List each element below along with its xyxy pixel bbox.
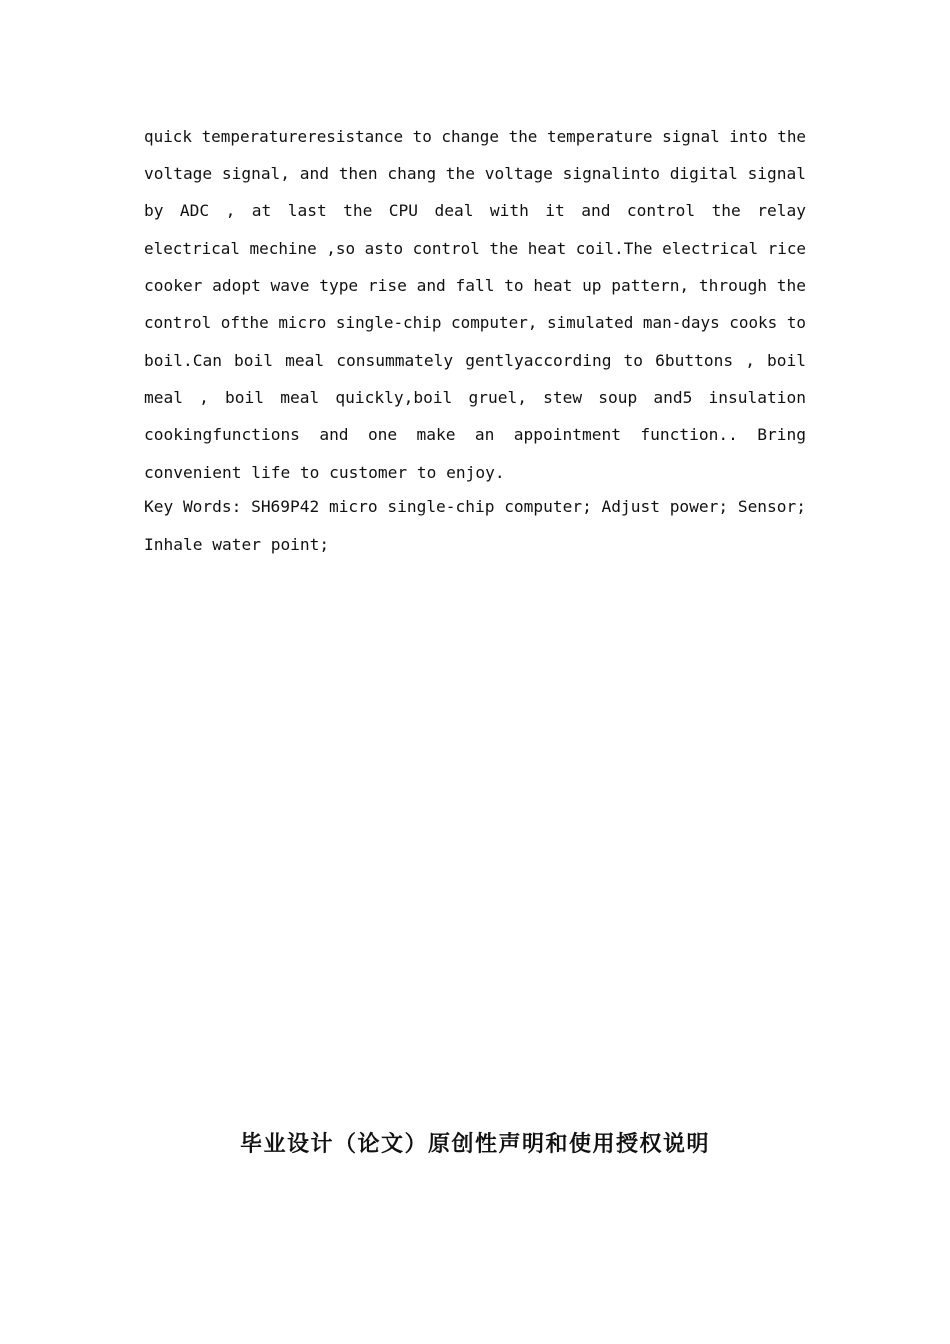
abstract-line: meal , boil meal quickly,boil gruel, stew soup and5 insulation	[144, 388, 807, 407]
abstract-line: voltage signal, and then chang the voltage signalinto digital signal	[144, 164, 806, 183]
abstract-line: cooker adopt wave type rise and fall to heat up pattern, through the	[144, 276, 806, 295]
abstract-line: quick temperatureresistance to change the temperature signal into the	[144, 127, 807, 146]
abstract-line: boil.Can boil meal consummately gentlyaccording to 6buttons , boil	[144, 351, 807, 370]
abstract-line: convenient life to customer to enjoy.	[144, 463, 505, 482]
abstract-line: cookingfunctions and one make an appointment function.. Bring	[144, 425, 806, 444]
abstract-line: by ADC , at last the CPU deal with it and control the relay	[144, 201, 806, 220]
keywords-line: Inhale water point;	[144, 535, 330, 554]
keywords-line: Key Words: SH69P42 micro single-chip computer; Adjust power; Sensor;	[144, 497, 806, 516]
abstract-line: control ofthe micro single-chip computer, simulated man-days cooks to	[144, 313, 807, 332]
abstract-line: electrical mechine ,so asto control the heat coil.The electrical rice	[144, 239, 807, 258]
declaration-title: 毕业设计（论文）原创性声明和使用授权说明	[239, 1131, 710, 1157]
